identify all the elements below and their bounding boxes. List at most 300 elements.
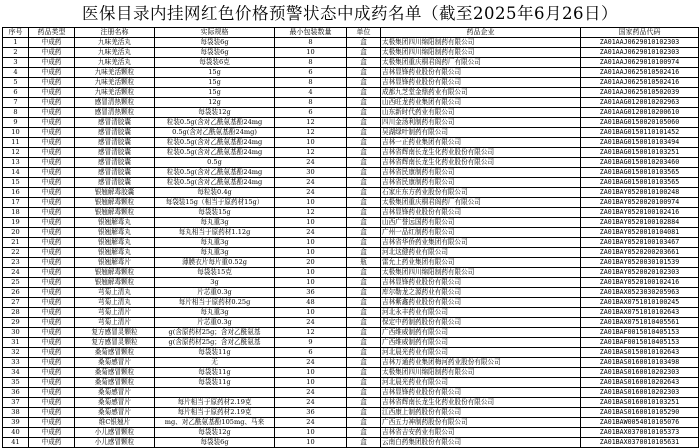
cell-min-pack-qty: 10: [275, 268, 347, 278]
cell-drug-type: 中成药: [29, 178, 75, 188]
cell-actual-spec: 3g: [155, 278, 275, 288]
cell-actual-spec: 0.5g: [155, 158, 275, 168]
cell-manufacturer: 吉林显锋药业股份有限公司: [381, 388, 581, 398]
cell-registered-name: 感冒清热颗粒: [75, 108, 155, 118]
cell-registered-name: 银翘解毒丸: [75, 248, 155, 258]
cell-row-index: 8: [3, 108, 29, 118]
cell-actual-spec: 每袋装15g（相当于原药材15g）: [155, 198, 275, 208]
cell-registered-name: 芎菊上清丸: [75, 298, 155, 308]
cell-actual-spec: g(含原药材25g；含对乙酰氨基: [155, 338, 275, 348]
cell-unit: 盒: [347, 68, 381, 78]
cell-manufacturer: 吉林省辉南长龙生化药业股份有限公司: [381, 398, 581, 408]
cell-row-index: 25: [3, 278, 29, 288]
cell-national-drug-code: ZA01BAS0160010202303: [581, 368, 699, 378]
cell-manufacturer: 保定中药制药股份有限公司: [381, 318, 581, 328]
cell-min-pack-qty: 24: [275, 228, 347, 238]
cell-row-index: 21: [3, 238, 29, 248]
cell-manufacturer: 广州一品红制药有限公司: [381, 228, 581, 238]
cell-national-drug-code: ZA01BAY0520100102416: [581, 278, 699, 288]
cell-unit: 盒: [347, 148, 381, 158]
cell-drug-type: 中成药: [29, 238, 75, 248]
cell-actual-spec: 每袋装6g: [155, 438, 275, 448]
cell-actual-spec: 12g: [155, 98, 275, 108]
cell-registered-name: 银翘解毒丸: [75, 238, 155, 248]
table-row: [3, 388, 699, 398]
cell-drug-type: 中成药: [29, 188, 75, 198]
cell-min-pack-qty: 12: [275, 208, 347, 218]
cell-manufacturer: 吉林省辉南长龙生化药业股份有限公司: [381, 148, 581, 158]
cell-min-pack-qty: 10: [275, 428, 347, 438]
cell-actual-spec: 粒装0.5g(含对乙酰氨基酚24mg: [155, 118, 275, 128]
cell-registered-name: 九味羌活丸: [75, 48, 155, 58]
table-row: [3, 268, 699, 278]
table-row: [3, 308, 699, 318]
cell-manufacturer: 吉林省吉安药业有限公司: [381, 428, 581, 438]
cell-actual-spec: 每片相当于原药材2.19克: [155, 408, 275, 418]
document-title: 医保目录内挂网红色价格预警状态中成药名单（截至2025年6月26日）: [82, 4, 618, 23]
table-row: [3, 178, 699, 188]
cell-min-pack-qty: 48: [275, 298, 347, 308]
cell-drug-type: 中成药: [29, 378, 75, 388]
cell-manufacturer: 吉林省华侨药业集团有限公司: [381, 238, 581, 248]
cell-registered-name: 桑菊感冒片: [75, 408, 155, 418]
cell-registered-name: 银翘解毒颗粒: [75, 208, 155, 218]
cell-drug-type: 中成药: [29, 398, 75, 408]
table-row: [3, 48, 699, 58]
header-min-pack-qty: 最小包装数量: [275, 28, 347, 38]
cell-actual-spec: 片芯重0.3g: [155, 318, 275, 328]
cell-manufacturer: 云南白药集团股份有限公司: [381, 438, 581, 448]
cell-min-pack-qty: 24: [275, 178, 347, 188]
table-row: [3, 258, 699, 268]
cell-national-drug-code: ZA01BAX0751010100245: [581, 298, 699, 308]
cell-national-drug-code: ZA01BAS0160010103498: [581, 358, 699, 368]
cell-min-pack-qty: 36: [275, 288, 347, 298]
cell-manufacturer: 吉林显锋药业股份有限公司: [381, 68, 581, 78]
cell-drug-type: 中成药: [29, 298, 75, 308]
cell-drug-type: 中成药: [29, 288, 75, 298]
cell-actual-spec: 粒装0.5g(含对乙酰氨基酚24mg: [155, 148, 275, 158]
cell-row-index: 32: [3, 348, 29, 358]
cell-actual-spec: 每袋装11g: [155, 378, 275, 388]
table-body: [3, 38, 699, 448]
cell-drug-type: 中成药: [29, 338, 75, 348]
cell-actual-spec: 粒装0.5g(含对乙酰氨基酚24mg: [155, 168, 275, 178]
cell-actual-spec: 15g: [155, 88, 275, 98]
cell-min-pack-qty: 10: [275, 438, 347, 448]
cell-national-drug-code: ZA01BAY0520020100974: [581, 198, 699, 208]
cell-registered-name: 感冒清胶囊: [75, 138, 155, 148]
cell-min-pack-qty: 10: [275, 198, 347, 208]
header-drug-type: 药品类型: [29, 28, 75, 38]
cell-unit: 盒: [347, 88, 381, 98]
cell-row-index: 33: [3, 358, 29, 368]
table-row: [3, 238, 699, 248]
cell-actual-spec: [155, 388, 275, 398]
cell-actual-spec: 15g: [155, 68, 275, 78]
cell-registered-name: 桑菊感冒片: [75, 358, 155, 368]
cell-unit: 盒: [347, 428, 381, 438]
cell-min-pack-qty: 10: [275, 368, 347, 378]
cell-min-pack-qty: 8: [275, 78, 347, 88]
cell-manufacturer: 吉林显锋药业股份有限公司: [381, 278, 581, 288]
cell-actual-spec: 薄膜衣片每片重0.52g: [155, 258, 275, 268]
cell-min-pack-qty: 6: [275, 68, 347, 78]
cell-national-drug-code: ZA01BAG0150020105060: [581, 118, 699, 128]
table-row: [3, 228, 699, 238]
cell-row-index: 13: [3, 158, 29, 168]
cell-unit: 盒: [347, 438, 381, 448]
cell-manufacturer: 江西康上制药股份有限公司: [381, 408, 581, 418]
cell-row-index: 27: [3, 298, 29, 308]
cell-national-drug-code: ZA01BAY0520200203661: [581, 248, 699, 258]
table-row: [3, 418, 699, 428]
cell-manufacturer: 吴湖绿叶制药有限公司: [381, 128, 581, 138]
cell-registered-name: 小儿感冒颗粒: [75, 428, 155, 438]
cell-drug-type: 中成药: [29, 58, 75, 68]
cell-actual-spec: 每粒装0.4g: [155, 188, 275, 198]
cell-unit: 盒: [347, 168, 381, 178]
cell-registered-name: 芎菊上清片: [75, 308, 155, 318]
cell-min-pack-qty: 24: [275, 388, 347, 398]
cell-drug-type: 中成药: [29, 208, 75, 218]
cell-manufacturer: 吉林省民康制药有限公司: [381, 168, 581, 178]
table-row: [3, 318, 699, 328]
cell-registered-name: 银翘解毒丸: [75, 228, 155, 238]
cell-unit: 盒: [347, 388, 381, 398]
cell-manufacturer: 河北晨光药业有限公司: [381, 378, 581, 388]
cell-registered-name: 九味羌活颗粒: [75, 78, 155, 88]
cell-unit: 盒: [347, 38, 381, 48]
cell-actual-spec: 每袋装15g: [155, 208, 275, 218]
table-row: [3, 348, 699, 358]
cell-registered-name: 桑菊感冒片: [75, 398, 155, 408]
cell-registered-name: 维C银翘片: [75, 418, 155, 428]
cell-registered-name: 复方感冒灵颗粒: [75, 338, 155, 348]
cell-drug-type: 中成药: [29, 98, 75, 108]
cell-row-index: 5: [3, 78, 29, 88]
cell-national-drug-code: ZA01BAS0160010105290: [581, 408, 699, 418]
cell-actual-spec: 0.5g(含对乙酰氨基酚24mg): [155, 128, 275, 138]
cell-manufacturer: 四川金汤利制药有限公司: [381, 118, 581, 128]
cell-national-drug-code: ZA01BAG0150010103494: [581, 138, 699, 148]
table-row: [3, 398, 699, 408]
cell-national-drug-code: ZA01BAY0520010104081: [581, 228, 699, 238]
cell-national-drug-code: ZA01BAS0160010202643: [581, 378, 699, 388]
cell-drug-type: 中成药: [29, 138, 75, 148]
cell-national-drug-code: ZA01AAJ0625010502416: [581, 78, 699, 88]
cell-actual-spec: 每片相当于原药材0.25g: [155, 298, 275, 308]
cell-unit: 盒: [347, 188, 381, 198]
cell-national-drug-code: ZA01BAX0523030205963: [581, 288, 699, 298]
header-registered-name: 注册名称: [75, 28, 155, 38]
cell-unit: 盒: [347, 308, 381, 318]
cell-row-index: 26: [3, 288, 29, 298]
cell-min-pack-qty: 12: [275, 148, 347, 158]
cell-drug-type: 中成药: [29, 158, 75, 168]
cell-unit: 盒: [347, 178, 381, 188]
cell-unit: 盒: [347, 418, 381, 428]
cell-min-pack-qty: 36: [275, 408, 347, 418]
cell-row-index: 7: [3, 98, 29, 108]
cell-drug-type: 中成药: [29, 108, 75, 118]
cell-registered-name: 桑菊感冒颗粒: [75, 348, 155, 358]
cell-unit: 盒: [347, 58, 381, 68]
cell-national-drug-code: ZA01AAJ0625010502416: [581, 68, 699, 78]
cell-manufacturer: 雷允上药业集团有限公司: [381, 258, 581, 268]
cell-row-index: 10: [3, 128, 29, 138]
cell-unit: 盒: [347, 358, 381, 368]
table-header-row: [3, 28, 699, 38]
cell-registered-name: 感冒清胶囊: [75, 168, 155, 178]
table-row: [3, 428, 699, 438]
cell-drug-type: 中成药: [29, 438, 75, 448]
cell-row-index: 6: [3, 88, 29, 98]
cell-drug-type: 中成药: [29, 358, 75, 368]
table-row: [3, 168, 699, 178]
cell-drug-type: 中成药: [29, 268, 75, 278]
cell-manufacturer: 吉林显锋药业股份有限公司: [381, 78, 581, 88]
table-row: [3, 218, 699, 228]
cell-drug-type: 中成药: [29, 348, 75, 358]
cell-manufacturer: 河北这健药业有限公司: [381, 248, 581, 258]
cell-manufacturer: 吉林紫鑫药业股份有限公司: [381, 298, 581, 308]
cell-national-drug-code: ZA01BAY0520100102884: [581, 218, 699, 228]
cell-manufacturer: 河北晨光药业有限公司: [381, 348, 581, 358]
cell-unit: 盒: [347, 398, 381, 408]
cell-actual-spec: 15g: [155, 78, 275, 88]
cell-registered-name: 感冒清胶囊: [75, 178, 155, 188]
cell-registered-name: 芎菊上清片: [75, 318, 155, 328]
cell-drug-type: 中成药: [29, 88, 75, 98]
cell-actual-spec: 片芯重0.3g: [155, 288, 275, 298]
cell-national-drug-code: ZA01BAY0520020102303: [581, 268, 699, 278]
cell-min-pack-qty: 10: [275, 138, 347, 148]
cell-registered-name: 芎菊上清丸: [75, 288, 155, 298]
cell-row-index: 28: [3, 308, 29, 318]
cell-row-index: 29: [3, 318, 29, 328]
cell-min-pack-qty: 9: [275, 338, 347, 348]
cell-drug-type: 中成药: [29, 168, 75, 178]
cell-registered-name: 感冒清胶囊: [75, 158, 155, 168]
cell-national-drug-code: ZA01BAY0520010100248: [581, 188, 699, 198]
cell-registered-name: 桑菊感冒颗粒: [75, 368, 155, 378]
drug-price-warning-table: [2, 27, 699, 448]
cell-drug-type: 中成药: [29, 368, 75, 378]
table-row: [3, 88, 699, 98]
cell-row-index: 14: [3, 168, 29, 178]
cell-unit: 盒: [347, 198, 381, 208]
cell-min-pack-qty: 8: [275, 98, 347, 108]
table-row: [3, 298, 699, 308]
cell-unit: 盒: [347, 348, 381, 358]
cell-manufacturer: 河北永丰药业有限公司: [381, 308, 581, 318]
cell-min-pack-qty: 24: [275, 188, 347, 198]
table-row: [3, 38, 699, 48]
cell-registered-name: 复方感冒灵颗粒: [75, 328, 155, 338]
cell-drug-type: 中成药: [29, 128, 75, 138]
cell-unit: 盒: [347, 158, 381, 168]
table-row: [3, 158, 699, 168]
table-row: [3, 138, 699, 148]
cell-drug-type: 中成药: [29, 408, 75, 418]
cell-national-drug-code: ZA01AAG0120010202963: [581, 98, 699, 108]
table-row: [3, 368, 699, 378]
cell-row-index: 15: [3, 178, 29, 188]
cell-row-index: 2: [3, 48, 29, 58]
cell-min-pack-qty: 10: [275, 378, 347, 388]
cell-national-drug-code: ZA01BAY0520100103467: [581, 238, 699, 248]
cell-national-drug-code: ZA01AAG0120010200610: [581, 108, 699, 118]
cell-actual-spec: 每袋装6g: [155, 38, 275, 48]
table-row: [3, 198, 699, 208]
cell-manufacturer: 太极集团重庆桐君阁药厂有限公司: [381, 198, 581, 208]
cell-unit: 盒: [347, 98, 381, 108]
cell-row-index: 3: [3, 58, 29, 68]
cell-row-index: 37: [3, 398, 29, 408]
cell-drug-type: 中成药: [29, 148, 75, 158]
cell-row-index: 38: [3, 408, 29, 418]
cell-unit: 盒: [347, 368, 381, 378]
cell-unit: 盒: [347, 208, 381, 218]
cell-actual-spec: mg、对乙酰氨基酚105mg、马来: [155, 418, 275, 428]
cell-unit: 盒: [347, 238, 381, 248]
table-row: [3, 108, 699, 118]
cell-manufacturer: 山东新时代药业有限公司: [381, 108, 581, 118]
cell-actual-spec: 每丸重3g: [155, 248, 275, 258]
cell-manufacturer: 石家庄东方药业股份有限公司: [381, 188, 581, 198]
cell-unit: 盒: [347, 48, 381, 58]
cell-min-pack-qty: 6: [275, 348, 347, 358]
cell-row-index: 30: [3, 328, 29, 338]
cell-row-index: 16: [3, 188, 29, 198]
cell-drug-type: 中成药: [29, 78, 75, 88]
cell-registered-name: 银翘解毒颗粒: [75, 268, 155, 278]
cell-row-index: 35: [3, 378, 29, 388]
cell-unit: 盒: [347, 328, 381, 338]
cell-national-drug-code: ZA01BAG0150010203460: [581, 158, 699, 168]
cell-actual-spec: 无: [155, 358, 275, 368]
cell-row-index: 36: [3, 388, 29, 398]
table-row: [3, 78, 699, 88]
cell-row-index: 40: [3, 428, 29, 438]
cell-drug-type: 中成药: [29, 318, 75, 328]
table-row: [3, 118, 699, 128]
cell-min-pack-qty: 12: [275, 118, 347, 128]
cell-manufacturer: 广西维威制药有限公司: [381, 328, 581, 338]
cell-actual-spec: 每丸重3g: [155, 218, 275, 228]
cell-actual-spec: 每袋装12g: [155, 428, 275, 438]
cell-min-pack-qty: 12: [275, 128, 347, 138]
cell-row-index: 1: [3, 38, 29, 48]
cell-min-pack-qty: 10: [275, 48, 347, 58]
cell-actual-spec: g(含原药材25g；含对乙酰氨基: [155, 328, 275, 338]
cell-drug-type: 中成药: [29, 48, 75, 58]
cell-actual-spec: 每袋装11g: [155, 348, 275, 358]
cell-actual-spec: 每丸重3g: [155, 238, 275, 248]
table-row: [3, 98, 699, 108]
cell-national-drug-code: ZA01BAS0160010202303: [581, 388, 699, 398]
header-index: 序号: [3, 28, 29, 38]
cell-drug-type: 中成药: [29, 68, 75, 78]
cell-national-drug-code: ZA01BAX0751010405561: [581, 318, 699, 328]
cell-unit: 盒: [347, 318, 381, 328]
cell-unit: 盒: [347, 268, 381, 278]
cell-manufacturer: 吉林省民康制药有限公司: [381, 178, 581, 188]
cell-registered-name: 九味羌活丸: [75, 58, 155, 68]
cell-manufacturer: 广西维威制药有限公司: [381, 338, 581, 348]
cell-min-pack-qty: 24: [275, 158, 347, 168]
cell-actual-spec: 每袋装12g: [155, 108, 275, 118]
cell-unit: 盒: [347, 278, 381, 288]
cell-manufacturer: 山西广誉远国药有限公司: [381, 218, 581, 228]
cell-row-index: 17: [3, 198, 29, 208]
cell-national-drug-code: ZA01BAS0160010103251: [581, 398, 699, 408]
cell-registered-name: 银翘解毒片: [75, 258, 155, 268]
table-row: [3, 148, 699, 158]
cell-national-drug-code: ZA01AAJ0629010100974: [581, 58, 699, 68]
cell-row-index: 20: [3, 228, 29, 238]
table-row: [3, 408, 699, 418]
cell-manufacturer: 吉林一正药业集团有限公司: [381, 138, 581, 148]
cell-unit: 瓶: [347, 258, 381, 268]
table-row: [3, 338, 699, 348]
table-row: [3, 188, 699, 198]
cell-min-pack-qty: 24: [275, 398, 347, 408]
cell-registered-name: 小儿感冒颗粒: [75, 438, 155, 448]
cell-unit: 盒: [347, 338, 381, 348]
cell-unit: 盒: [347, 218, 381, 228]
cell-drug-type: 中成药: [29, 308, 75, 318]
cell-drug-type: 中成药: [29, 38, 75, 48]
cell-min-pack-qty: 20: [275, 258, 347, 268]
header-manufacturer: 药品企业: [381, 28, 581, 38]
cell-drug-type: 中成药: [29, 228, 75, 238]
cell-registered-name: 桑菊感冒片: [75, 388, 155, 398]
cell-row-index: 41: [3, 438, 29, 448]
table-row: [3, 278, 699, 288]
cell-row-index: 11: [3, 138, 29, 148]
cell-min-pack-qty: 24: [275, 418, 347, 428]
cell-row-index: 31: [3, 338, 29, 348]
cell-registered-name: 九味羌活丸: [75, 38, 155, 48]
cell-manufacturer: 广西五力神制药股份有限公司: [381, 418, 581, 428]
cell-min-pack-qty: 10: [275, 308, 347, 318]
table-row: [3, 288, 699, 298]
cell-national-drug-code: ZA01BAS0150010102643: [581, 348, 699, 358]
cell-actual-spec: 每丸重3g: [155, 308, 275, 318]
cell-registered-name: 银翘解毒颗粒: [75, 198, 155, 208]
cell-national-drug-code: ZA01BAG0150010103251: [581, 148, 699, 158]
cell-actual-spec: 粒装0.5g(含对乙酰氨基酚24mg: [155, 178, 275, 188]
cell-min-pack-qty: 4: [275, 88, 347, 98]
header-unit: 单位: [347, 28, 381, 38]
cell-national-drug-code: ZA01BAG0150010103565: [581, 178, 699, 188]
header-national-drug-code: 国家药品代码: [581, 28, 699, 38]
cell-drug-type: 中成药: [29, 328, 75, 338]
cell-drug-type: 中成药: [29, 218, 75, 228]
cell-drug-type: 中成药: [29, 428, 75, 438]
cell-manufacturer: 吉林显锋药业股份有限公司: [381, 208, 581, 218]
cell-actual-spec: 每袋装6克: [155, 58, 275, 68]
cell-unit: 盒: [347, 288, 381, 298]
cell-actual-spec: 每袋装15克: [155, 268, 275, 278]
cell-row-index: 19: [3, 218, 29, 228]
cell-manufacturer: 成都九芝堂金鼎药业有限公司: [381, 88, 581, 98]
cell-min-pack-qty: 24: [275, 358, 347, 368]
cell-min-pack-qty: 8: [275, 38, 347, 48]
cell-actual-spec: 每片相当于原药材2.19克: [155, 398, 275, 408]
